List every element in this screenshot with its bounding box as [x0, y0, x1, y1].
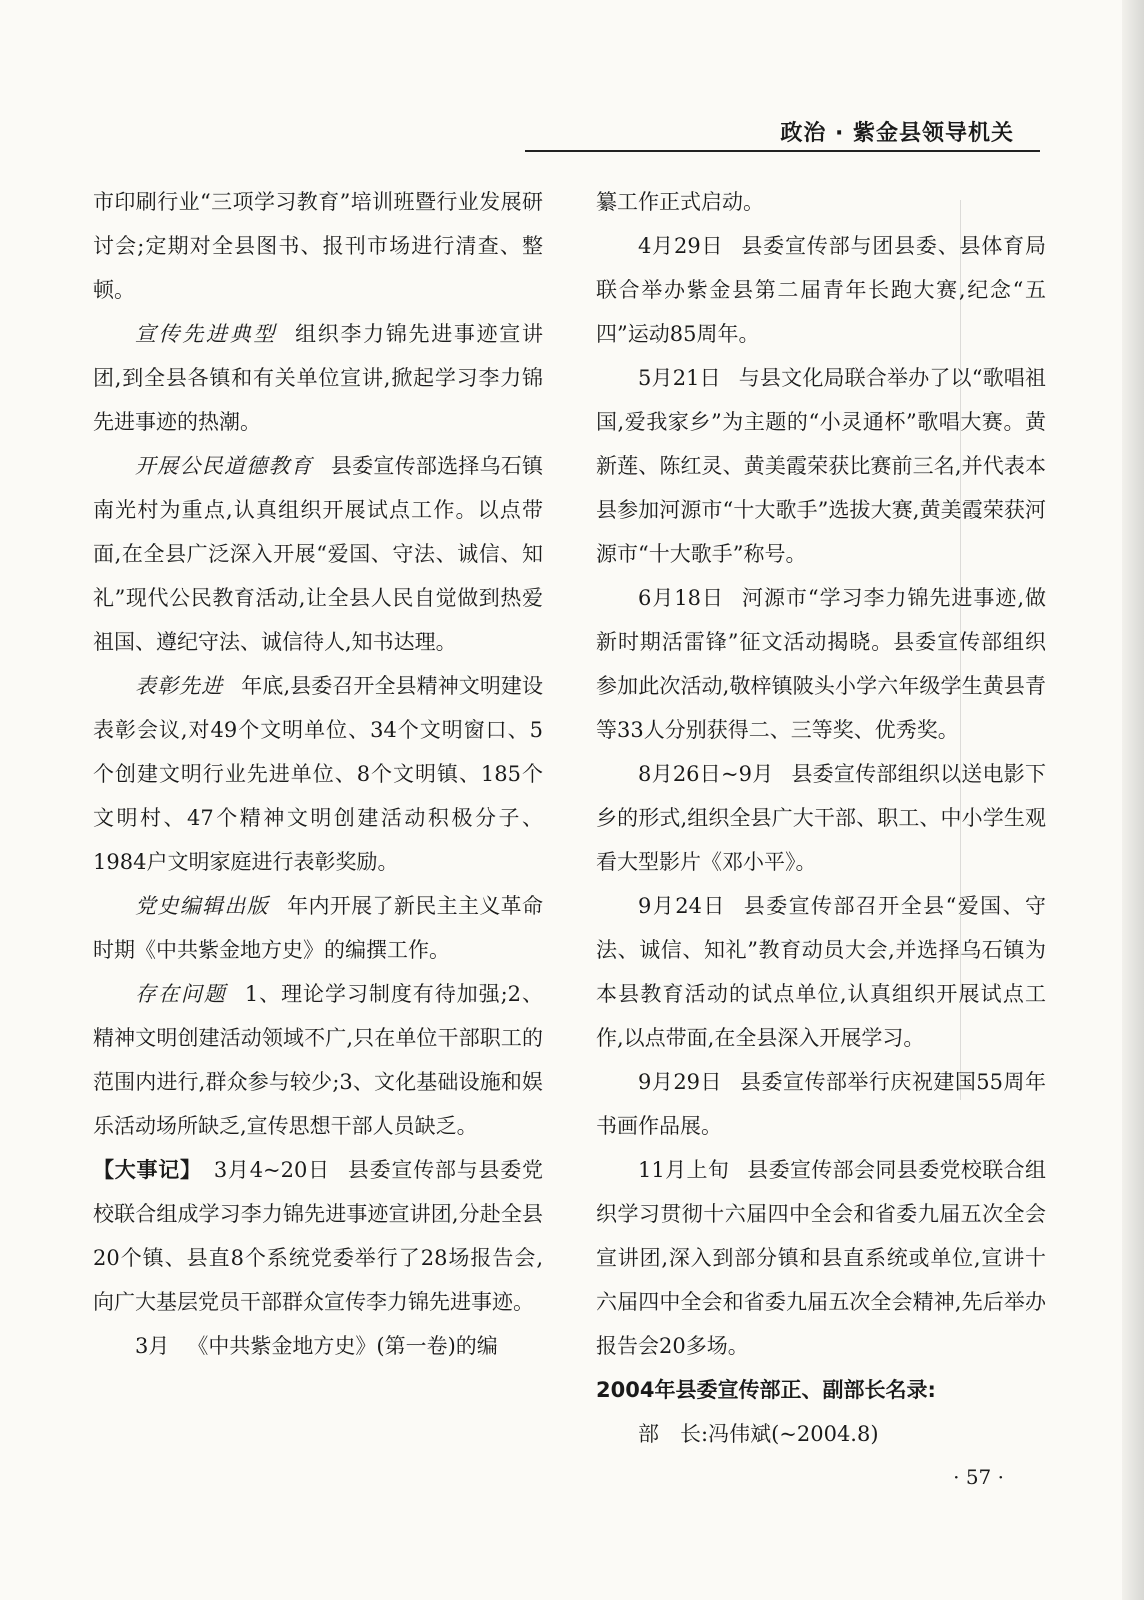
page-edge-shadow	[1122, 0, 1144, 1600]
roster-item-text: 部 长:冯伟斌(~2004.8)	[638, 1422, 879, 1446]
section-text: 县委宣传部选择乌石镇南光村为重点,认真组织开展试点工作。以点带面,在全县广泛深入开展“爱国、守法、诚信、知礼”现代公民教育活动,让全县人民自觉做到热爱祖国、遵纪守法、诚信待人,知书达理。	[93, 454, 544, 654]
event-text: 河源市“学习李力锦先进事迹,做新时期活雷锋”征文活动揭晓。县委宣传部组织参加此次活动,敬梓镇陂头小学六年级学生黄县青等33人分别获得二、三等奖、优秀奖。	[596, 586, 1046, 742]
section-paragraph	[93, 444, 543, 664]
section-text: 组织李力锦先进事迹宣讲团,到全县各镇和有关单位宣讲,掀起学习李力锦先进事迹的热潮。	[93, 322, 543, 434]
section-term: 表彰先进	[135, 674, 224, 698]
section-text: 1、理论学习制度有待加强;2、精神文明创建活动领域不广,只在单位干部职工的范围内进行,群众参与较少;3、文化基础设施和娱乐活动场所缺乏,宣传思想干部人员缺乏。	[93, 982, 543, 1138]
page-number: · 57 ·	[953, 1465, 1004, 1489]
section-term: 党史编辑出版	[135, 894, 270, 918]
event-paragraph	[596, 884, 1046, 1060]
section-paragraph	[93, 664, 543, 884]
event-paragraph	[596, 356, 1046, 576]
event-date: 9月24日	[638, 894, 726, 918]
paragraph-text: 市印刷行业“三项学习教育”培训班暨行业发展研讨会;定期对全县图书、报刊市场进行清查、整顿。	[93, 190, 543, 302]
paragraph-text: 纂工作正式启动。	[596, 190, 764, 214]
section-term: 宣传先进典型	[135, 322, 278, 346]
event-paragraph	[93, 1324, 543, 1368]
event-date: 9月29日	[638, 1070, 723, 1094]
event-text: 县委宣传部召开全县“爱国、守法、诚信、知礼”教育动员大会,并选择乌石镇为本县教育活动的试点单位,认真组织开展试点工作,以点带面,在全县深入开展学习。	[596, 894, 1046, 1050]
event-date: 5月21日	[638, 366, 721, 390]
event-date: 3月4~20日	[213, 1158, 330, 1182]
header-rule	[525, 150, 1040, 152]
event-paragraph	[596, 1148, 1046, 1368]
event-text: 县委宣传部组织以送电影下乡的形式,组织全县广大干部、职工、中小学生观看大型影片《邓小平》。	[596, 762, 1046, 874]
page-header-title: 政治 · 紫金县领导机关	[780, 121, 1014, 146]
event-date: 6月18日	[638, 586, 724, 610]
chronicle-heading-paragraph	[93, 1148, 543, 1324]
scan-fold-line	[960, 200, 961, 1100]
section-term: 存在问题	[135, 982, 227, 1006]
section-paragraph	[93, 884, 543, 972]
event-date: 4月29日	[638, 234, 724, 258]
event-text: 县委宣传部会同县委党校联合组织学习贯彻十六届四中全会和省委九届五次全会宣讲团,深入到部分镇和县直系统或单位,宣讲十六届四中全会和省委九届五次全会精神,先后举办报告会20多场。	[596, 1158, 1046, 1358]
chronicle-label: 【大事记】	[93, 1158, 202, 1182]
section-text: 年内开展了新民主主义革命时期《中共紫金地方史》的编撰工作。	[93, 894, 544, 962]
event-paragraph	[596, 224, 1046, 356]
event-paragraph	[596, 576, 1046, 752]
section-paragraph	[93, 972, 543, 1148]
event-text: 县委宣传部与县委党校联合组成学习李力锦先进事迹宣讲团,分赴全县20个镇、县直8个系统党委举行了28场报告会,向广大基层党员干部群众宣传李力锦先进事迹。	[93, 1158, 544, 1314]
event-date: 8月26日~9月	[638, 762, 774, 786]
paragraph	[596, 180, 1046, 224]
roster-title	[596, 1368, 1046, 1412]
event-text: 县委宣传部与团县委、县体育局联合举办紫金县第二届青年长跑大赛,纪念“五四”运动85周年。	[596, 234, 1046, 346]
event-paragraph	[596, 1060, 1046, 1148]
right-column	[596, 180, 1046, 1456]
paragraph	[93, 180, 543, 312]
roster-item	[596, 1412, 1046, 1456]
event-date: 3月	[135, 1334, 170, 1358]
event-date: 11月上旬	[638, 1158, 730, 1182]
event-text: 《中共紫金地方史》(第一卷)的编	[187, 1334, 498, 1358]
roster-title-text: 2004年县委宣传部正、副部长名录:	[596, 1378, 936, 1402]
section-paragraph	[93, 312, 543, 444]
event-paragraph	[596, 752, 1046, 884]
event-text: 与县文化局联合举办了以“歌唱祖国,爱我家乡”为主题的“小灵通杯”歌唱大赛。黄新莲、陈红灵、黄美霞荣获比赛前三名,并代表本县参加河源市“十大歌手”选拔大赛,黄美霞荣获河源市“十大歌手”称号。	[596, 366, 1046, 566]
event-text: 县委宣传部举行庆祝建国55周年书画作品展。	[596, 1070, 1046, 1138]
section-term: 开展公民道德教育	[135, 454, 313, 478]
left-column	[93, 180, 543, 1368]
section-text: 年底,县委召开全县精神文明建设表彰会议,对49个文明单位、34个文明窗口、5个创建文明行业先进单位、8个文明镇、185个文明村、47个精神文明创建活动积极分子、1984户文明家庭进行表彰奖励。	[93, 674, 543, 874]
